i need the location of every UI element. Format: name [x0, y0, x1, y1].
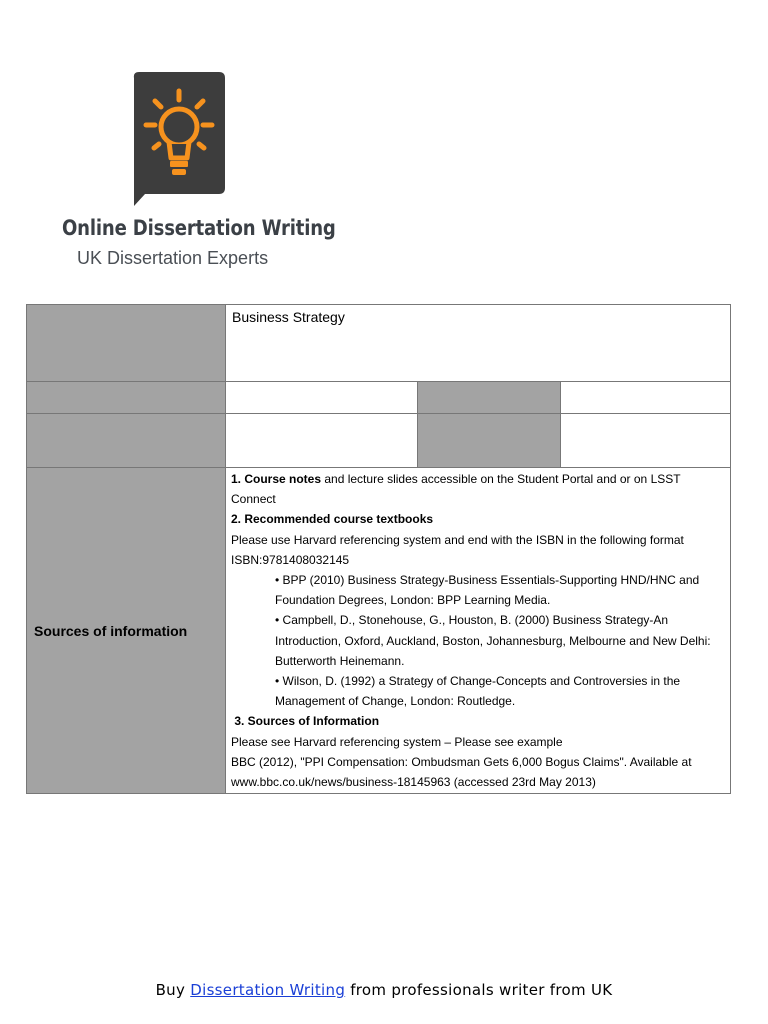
logo-title: Online Dissertation Writing — [62, 216, 336, 240]
source-item — [231, 711, 725, 731]
table-row — [27, 382, 731, 414]
source-item-text: Please use Harvard referencing system and end with the ISBN in the following format ISBN:9781408032145 — [231, 532, 684, 567]
sources-content-cell — [226, 468, 731, 794]
source-item-heading: 1. Course notes — [231, 472, 322, 486]
table-row — [27, 468, 731, 794]
source-item-text: Please see Harvard referencing system – Please see example — [231, 734, 563, 749]
source-item-heading: 3. Sources of Information — [231, 714, 380, 729]
sources-content — [226, 468, 730, 793]
source-item — [231, 469, 725, 509]
value-cell — [226, 414, 418, 468]
reference-item: • BPP (2010) Business Strategy-Business Essentials-Supporting HND/HNC and Foundation Degrees, London: BPP Learning Media. — [275, 573, 700, 608]
reference-item: • Campbell, D., Stonehouse, G., Houston, B. (2000) Business Strategy-An Introduction, Oxford, Auckland, Boston, Johannesburg, Melbourne and New Delhi: Butterworth Heinemann. — [275, 613, 711, 668]
sources-label: Sources of information — [34, 622, 188, 639]
title-cell — [226, 305, 731, 382]
dissertation-writing-link[interactable]: Dissertation Writing — [190, 981, 346, 999]
sources-label-cell — [27, 468, 226, 794]
source-item — [231, 509, 725, 529]
company-logo — [60, 72, 336, 272]
reference-item: • Wilson, D. (1992) a Strategy of Change-Concepts and Controversies in the Management of Change, London: Routledge. — [275, 674, 681, 709]
footer-suffix: from professionals writer from UK — [345, 981, 613, 999]
row-label-cell — [418, 414, 561, 468]
row-label-cell — [27, 414, 226, 468]
source-item-heading: 2. Recommended course textbooks — [231, 512, 434, 527]
source-item-text: BBC (2012), "PPI Compensation: Ombudsman Gets 6,000 Bogus Claims". Available at www.bbc.co.uk/news/business-18145963 (accessed 23rd May 2013) — [231, 754, 692, 790]
footer-promo — [0, 981, 768, 999]
lightbulb-icon — [133, 72, 225, 206]
course-title: Business Strategy — [232, 309, 345, 325]
row-label-cell — [418, 382, 561, 414]
value-cell — [226, 382, 418, 414]
row-label-cell — [27, 382, 226, 414]
table-row — [27, 305, 731, 382]
course-info-table — [26, 304, 731, 794]
table-row — [27, 414, 731, 468]
row-label-cell — [27, 305, 226, 382]
source-item-text: and lecture slides accessible on the Student Portal and or on LSST Connect — [231, 472, 681, 507]
value-cell — [561, 382, 731, 414]
logo-subtitle: UK Dissertation Experts — [77, 248, 269, 268]
value-cell — [561, 414, 731, 468]
footer-prefix: Buy — [155, 981, 191, 999]
